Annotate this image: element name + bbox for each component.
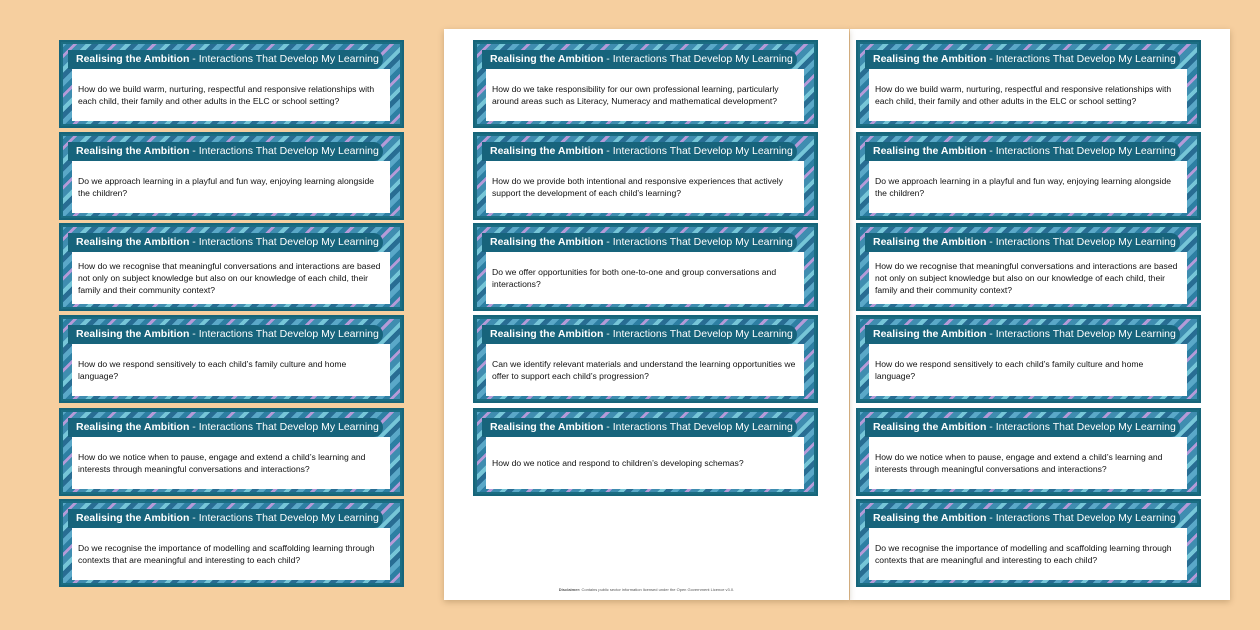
card-question <box>869 528 1187 580</box>
card-question-text: How do we notice when to pause, engage and extend a child’s learning and interests through meaningful conversations and interactions? <box>78 452 366 474</box>
card-title-bold: Realising the Ambition <box>490 145 604 157</box>
card-title <box>482 50 797 69</box>
card-question-text: Do we recognise the importance of modelling and scaffolding learning through contexts that are meaningful and interesting to each child? <box>78 543 375 565</box>
card-question-text: How do we build warm, nurturing, respectful and responsive relationships with each child, their family and other adults in the ELC or school setting? <box>875 84 1172 106</box>
card-question-text: Do we approach learning in a playful and fun way, enjoying learning alongside the children? <box>875 176 1172 198</box>
card-question <box>486 69 804 121</box>
card-title-rest: - Interactions That Develop My Learning <box>986 421 1176 433</box>
card-title <box>68 50 383 69</box>
right-card-5 <box>856 408 1201 496</box>
card-question <box>72 252 390 304</box>
card-question <box>72 437 390 489</box>
card-question <box>486 437 804 489</box>
card-question <box>486 252 804 304</box>
left-card-1 <box>59 40 404 128</box>
card-title-bold: Realising the Ambition <box>873 236 987 248</box>
card-question-text: Can we identify relevant materials and understand the learning opportunities we offer to support each child’s progression? <box>492 359 796 381</box>
card-title-bold: Realising the Ambition <box>76 53 190 65</box>
card-question <box>869 437 1187 489</box>
card-title-bold: Realising the Ambition <box>490 421 604 433</box>
middle-card-4 <box>473 315 818 403</box>
card-title-rest: - Interactions That Develop My Learning <box>189 328 379 340</box>
card-question-text: How do we build warm, nurturing, respectful and responsive relationships with each child, their family and other adults in the ELC or school setting? <box>78 84 375 106</box>
card-title <box>68 142 383 161</box>
card-question-text: Do we recognise the importance of modelling and scaffolding learning through contexts that are meaningful and interesting to each child? <box>875 543 1172 565</box>
right-card-6 <box>856 499 1201 587</box>
middle-card-5 <box>473 408 818 496</box>
card-title-rest: - Interactions That Develop My Learning <box>603 53 793 65</box>
card-title-bold: Realising the Ambition <box>76 328 190 340</box>
right-card-4 <box>856 315 1201 403</box>
left-card-5 <box>59 408 404 496</box>
left-card-4 <box>59 315 404 403</box>
card-title <box>482 233 797 252</box>
card-title-rest: - Interactions That Develop My Learning <box>986 236 1176 248</box>
card-question-text: How do we respond sensitively to each child’s family culture and home language? <box>875 359 1144 381</box>
card-question <box>869 161 1187 213</box>
card-question <box>869 344 1187 396</box>
card-title <box>68 233 383 252</box>
card-title <box>68 509 383 528</box>
card-question-text: How do we notice when to pause, engage and extend a child’s learning and interests through meaningful conversations and interactions? <box>875 452 1163 474</box>
card-question <box>486 161 804 213</box>
card-title <box>865 509 1180 528</box>
card-question-text: How do we recognise that meaningful conversations and interactions are based not only on subject knowledge but also on our knowledge of each child, their family and their community context? <box>875 261 1178 295</box>
card-title-bold: Realising the Ambition <box>873 512 987 524</box>
card-title-bold: Realising the Ambition <box>873 53 987 65</box>
card-title-rest: - Interactions That Develop My Learning <box>986 53 1176 65</box>
middle-card-3 <box>473 223 818 311</box>
card-title-bold: Realising the Ambition <box>873 328 987 340</box>
card-title-rest: - Interactions That Develop My Learning <box>603 145 793 157</box>
middle-card-2 <box>473 132 818 220</box>
card-title-bold: Realising the Ambition <box>490 53 604 65</box>
card-title-bold: Realising the Ambition <box>490 236 604 248</box>
middle-card-1 <box>473 40 818 128</box>
card-question <box>72 161 390 213</box>
card-title <box>68 418 383 437</box>
card-title-rest: - Interactions That Develop My Learning <box>603 236 793 248</box>
card-title <box>865 142 1180 161</box>
card-question-text: Do we approach learning in a playful and fun way, enjoying learning alongside the children? <box>78 176 375 198</box>
right-card-3 <box>856 223 1201 311</box>
card-title-bold: Realising the Ambition <box>76 236 190 248</box>
card-question-text: Do we offer opportunities for both one-to-one and group conversations and interactions? <box>492 267 777 289</box>
left-card-6 <box>59 499 404 587</box>
card-question-text: How do we take responsibility for our own professional learning, particularly around areas such as Literacy, Numeracy and mathematical development? <box>492 84 779 106</box>
card-question <box>869 69 1187 121</box>
card-title <box>865 50 1180 69</box>
card-title-bold: Realising the Ambition <box>490 328 604 340</box>
card-title <box>482 325 797 344</box>
card-title <box>865 418 1180 437</box>
card-title-rest: - Interactions That Develop My Learning <box>603 421 793 433</box>
card-question <box>486 344 804 396</box>
card-title-rest: - Interactions That Develop My Learning <box>603 328 793 340</box>
right-card-2 <box>856 132 1201 220</box>
card-title-bold: Realising the Ambition <box>76 512 190 524</box>
card-question <box>72 528 390 580</box>
left-card-2 <box>59 132 404 220</box>
card-title-rest: - Interactions That Develop My Learning <box>189 145 379 157</box>
disclaimer-text: Contains public sector information licensed under the Open Government Licence v3.0. <box>580 587 735 592</box>
card-question-text: How do we notice and respond to children’s developing schemas? <box>492 458 744 468</box>
disclaimer <box>444 587 849 592</box>
card-title-rest: - Interactions That Develop My Learning <box>189 421 379 433</box>
right-card-1 <box>856 40 1201 128</box>
card-title <box>865 233 1180 252</box>
card-title-rest: - Interactions That Develop My Learning <box>986 145 1176 157</box>
card-title <box>482 418 797 437</box>
card-question <box>72 69 390 121</box>
card-title-rest: - Interactions That Develop My Learning <box>986 328 1176 340</box>
card-question <box>869 252 1187 304</box>
left-card-3 <box>59 223 404 311</box>
card-question-text: How do we respond sensitively to each child’s family culture and home language? <box>78 359 347 381</box>
card-question-text: How do we recognise that meaningful conversations and interactions are based not only on subject knowledge but also on our knowledge of each child, their family and their community context? <box>78 261 381 295</box>
card-title-bold: Realising the Ambition <box>873 145 987 157</box>
card-title-rest: - Interactions That Develop My Learning <box>986 512 1176 524</box>
card-title-rest: - Interactions That Develop My Learning <box>189 236 379 248</box>
card-question <box>72 344 390 396</box>
card-title-bold: Realising the Ambition <box>76 145 190 157</box>
card-question-text: How do we provide both intentional and responsive experiences that actively support the development of each child’s learning? <box>492 176 783 198</box>
card-title-rest: - Interactions That Develop My Learning <box>189 53 379 65</box>
disclaimer-label: Disclaimer: <box>558 587 581 592</box>
card-title <box>865 325 1180 344</box>
card-title <box>482 142 797 161</box>
card-title-bold: Realising the Ambition <box>873 421 987 433</box>
card-title <box>68 325 383 344</box>
card-title-bold: Realising the Ambition <box>76 421 190 433</box>
card-title-rest: - Interactions That Develop My Learning <box>189 512 379 524</box>
